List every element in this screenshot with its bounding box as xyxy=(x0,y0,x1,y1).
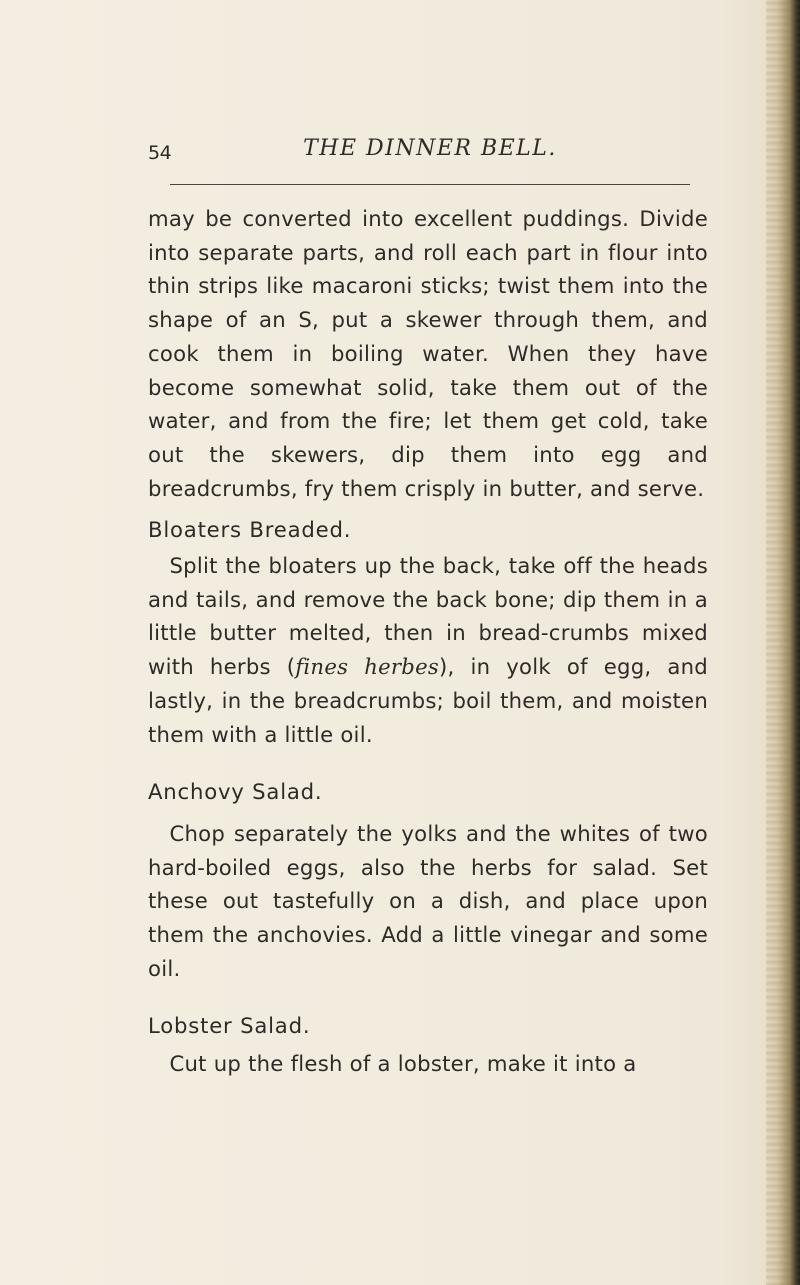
page-body xyxy=(148,202,708,1081)
page-edge-shadow xyxy=(766,0,800,1285)
heading-bloaters-breaded: Bloaters Breaded. xyxy=(148,517,352,543)
bloaters-italic-term: fines herbes xyxy=(295,654,439,680)
heading-anchovy-salad: Anchovy Salad. xyxy=(148,779,323,805)
lobster-text: Cut up the flesh of a lobster, make it into a xyxy=(169,1051,637,1077)
paragraph-lobster xyxy=(148,1047,708,1081)
heading-lobster-salad: Lobster Salad. xyxy=(148,1013,311,1039)
bloaters-text-start: Split the bloaters up the back, take off the heads and tails, and remove the back bone; dip them in a little butter melted, then in bread-crumbs mixed with herbs ( xyxy=(148,553,708,680)
bloaters-text-end: ), in yolk of egg, and lastly, in the breadcrumbs; boil them, and moisten them with a little oil. xyxy=(148,654,708,747)
paragraph-continued: may be converted into excellent puddings. Divide into separate parts, and roll each part in flour into thin strips like macaroni sticks; twist them into the shape of an S, put a skewer through them, and cook them in boiling water. When they have become somewhat solid, take them out of the water, and from the fire; let them get cold, take out the skewers, dip them into egg and breadcrumbs, fry them crisply in butter, and serve. xyxy=(148,206,708,501)
header-rule xyxy=(170,184,690,185)
paragraph-bloaters xyxy=(148,549,708,751)
anchovy-text: Chop separately the yolks and the whites of two hard-boiled eggs, also the herbs for salad. Set these out tastefully on a dish, and place upon them the anchovies. Add a little vinegar and some oil. xyxy=(148,820,708,981)
page-header xyxy=(148,136,708,176)
page-number: 54 xyxy=(148,142,172,164)
paragraph-anchovy xyxy=(148,817,708,986)
running-title: THE DINNER BELL. xyxy=(303,136,557,161)
